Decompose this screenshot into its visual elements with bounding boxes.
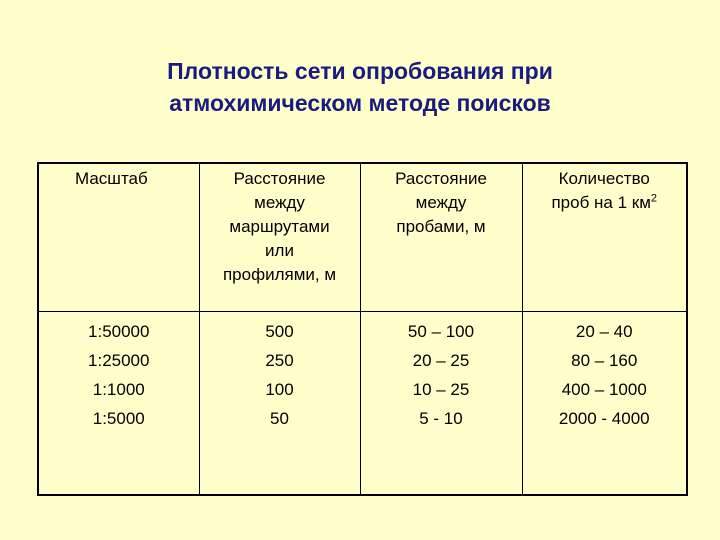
table-cell: 20 – 25 [412, 351, 470, 370]
header-line [523, 191, 687, 215]
header-line: пробами, м [396, 217, 486, 236]
header-sample-count [522, 163, 687, 312]
table-cell: 1:1000 [92, 380, 145, 399]
sample-count-column [522, 312, 687, 496]
table-cell: 10 – 25 [412, 380, 470, 399]
table-cell: 250 [265, 351, 294, 370]
route-distance-column [199, 312, 360, 496]
header-line: Количество [558, 169, 650, 188]
title-line-1: Плотность сети опробования при [167, 58, 553, 84]
table-cell: 5 - 10 [419, 409, 463, 428]
header-line: маршрутами [229, 217, 330, 236]
table-body-row [38, 312, 687, 496]
table-cell: 500 [265, 322, 294, 341]
table-cell: 1:50000 [88, 322, 150, 341]
table-cell: 1:25000 [88, 351, 150, 370]
header-line: или [265, 241, 294, 260]
header-line: профилями, м [222, 265, 337, 284]
scale-column [38, 312, 199, 496]
table-cell: 400 – 1000 [561, 380, 647, 399]
table-cell: 20 – 40 [575, 322, 633, 341]
header-line: Расстояние [233, 169, 326, 188]
table-cell: 2000 - 4000 [558, 409, 650, 428]
header-route-distance [199, 163, 360, 312]
header-scale [38, 163, 199, 312]
slide-title [0, 55, 720, 119]
header-line-text: проб на 1 км [551, 193, 651, 212]
header-line: между [254, 193, 305, 212]
table-cell: 1:5000 [92, 409, 145, 428]
table-header-row [38, 163, 687, 312]
sampling-density-table [37, 162, 688, 496]
header-line: Расстояние [395, 169, 487, 188]
table-cell: 50 [270, 409, 289, 428]
table-cell: 50 – 100 [407, 322, 475, 341]
header-superscript: 2 [650, 192, 658, 205]
sample-distance-column [360, 312, 522, 496]
header-line: Масштаб [75, 169, 148, 188]
header-sample-distance [360, 163, 522, 312]
table-cell: 100 [265, 380, 294, 399]
header-line: между [415, 193, 467, 212]
title-line-2: атмохимическом методе поисков [169, 90, 551, 116]
table-cell: 80 – 160 [571, 351, 638, 370]
